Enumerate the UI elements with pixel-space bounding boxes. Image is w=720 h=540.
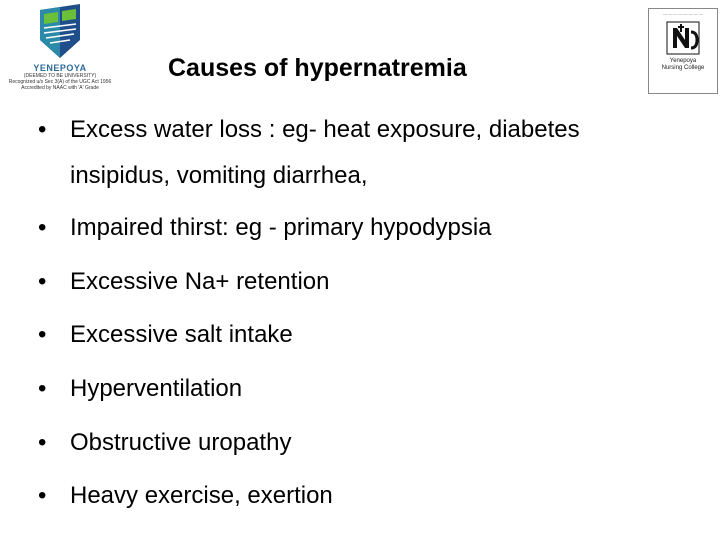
bullet-text: Excessive salt intake [70,321,293,348]
bullet-marker: • [38,214,47,241]
university-crest-icon [28,0,92,62]
slide-title: Causes of hypernatremia [168,54,467,82]
bullet-marker: • [38,429,47,456]
bullet-marker: • [38,268,47,295]
yenepoya-university-logo [2,0,118,104]
logo-name-line-2: Nursing College [661,65,705,71]
logo-subtitle-3: Accredited by NAAC with 'A' Grade [21,85,99,91]
logo-subtitle-2: Recognized u/s Sec 3(A) of the UGC Act 1956 [8,79,112,85]
bullet-text: Obstructive uropathy [70,429,292,456]
bullet-text: Heavy exercise, exertion [70,482,333,509]
bullet-marker: • [38,321,47,348]
bullet-marker: • [38,375,47,402]
logo-subtitle-1: (DEEMED TO BE UNIVERSITY) [23,73,97,79]
nursing-college-emblem-icon [661,18,705,58]
bullet-text: Hyperventilation [70,375,243,402]
logo-brand-name: YENEPOYA [33,63,87,73]
bullet-text: Excess water loss : eg- heat exposure, diabetes [70,116,580,143]
bullet-text: Impaired thirst: eg - primary hypodypsia [70,214,492,241]
logo-name-line-1: Yenepoya [669,58,697,64]
bullet-continuation-text: insipidus, vomiting diarrhea, [70,162,368,189]
bullet-marker: • [38,482,47,509]
bullet-text: Excessive Na+ retention [70,268,330,295]
logo-top-line: — — — — — — — — [663,11,703,16]
bullet-marker: • [38,116,47,143]
nursing-college-logo [648,8,718,94]
